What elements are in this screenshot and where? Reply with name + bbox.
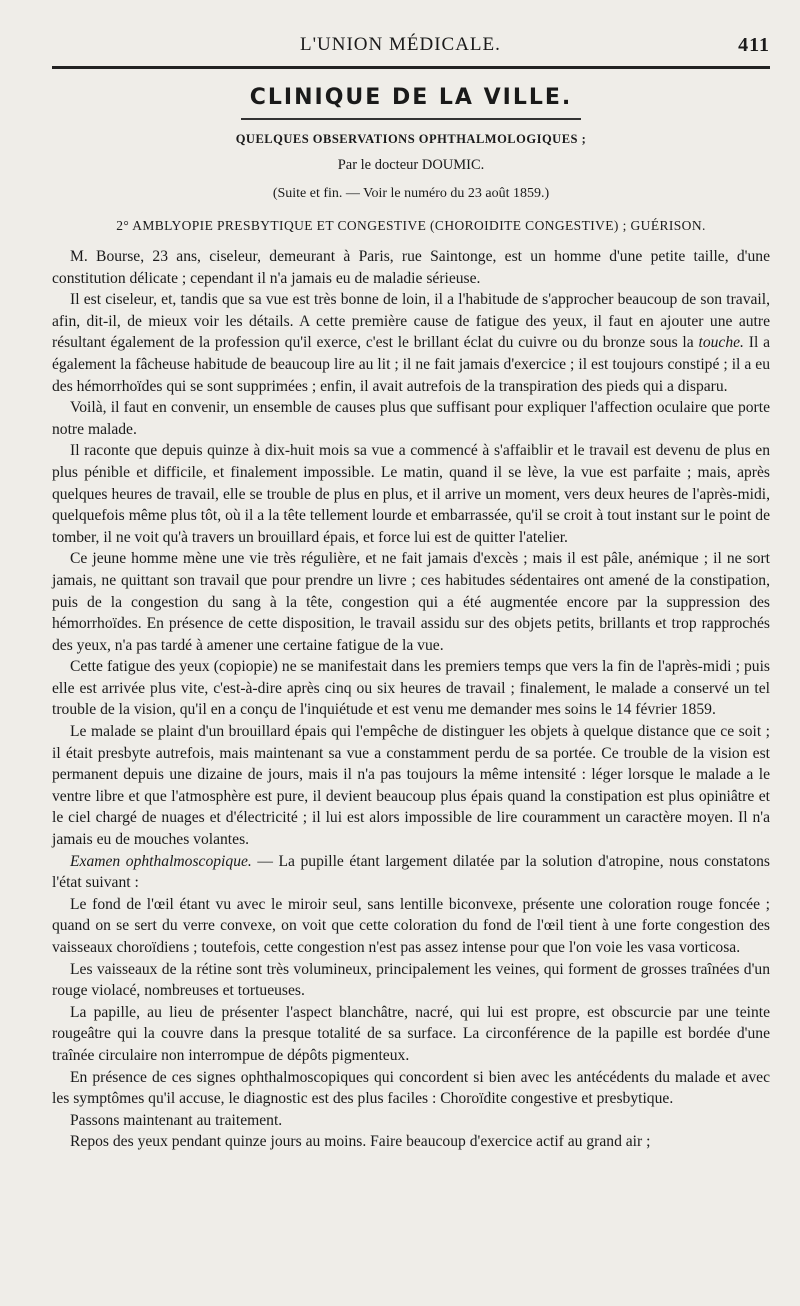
journal-name: L'UNION MÉDICALE. bbox=[300, 34, 501, 55]
paragraph: Les vaisseaux de la rétine sont très volumineux, principalement les veines, qui forment de grosses traînées d'un rouge violacé, nombreuses et tortueuses. bbox=[52, 960, 770, 1000]
continuation-note: (Suite et fin. — Voir le numéro du 23 août 1859.) bbox=[272, 186, 550, 201]
paragraph: Cette fatigue des yeux (copiopie) ne se manifestait dans les premiers temps que vers la fin de l'après-midi ; puis elle est arrivée plus vite, c'est-à-dire après cinq ou six heures de travail ; finalement, le malade a conservé un tel trouble de la vision, qu'il en a conçu de l'inquiétude et est venu me demander mes soins le 14 février 1859. bbox=[52, 658, 770, 719]
paragraph: En présence de ces signes ophthalmoscopiques qui concordent si bien avec les antécédents du malade et avec les symptômes qu'il accuse, le diagnostic est des plus faciles : Choroïdite congestive et presbytique. bbox=[52, 1068, 770, 1108]
article-body bbox=[52, 246, 770, 1153]
title-rule bbox=[241, 118, 581, 120]
case-subheading: 2° AMBLYOPIE PRESBYTIQUE ET CONGESTIVE (CHOROIDITE CONGESTIVE) ; GUÉRISON. bbox=[116, 218, 706, 233]
section-title: CLINIQUE DE LA VILLE. bbox=[249, 85, 573, 110]
paragraph: Voilà, il faut en convenir, un ensemble de causes plus que suffisant pour expliquer l'affection oculaire que porte notre malade. bbox=[52, 399, 770, 438]
italic-term: touche. bbox=[698, 334, 744, 352]
italic-heading: Examen ophthalmoscopique. bbox=[70, 852, 252, 870]
header-rule bbox=[52, 66, 770, 69]
page-number: 411 bbox=[738, 34, 770, 56]
paragraph-text: — La pupille étant largement dilatée par la solution d'atropine, nous constatons l'état suivant : bbox=[52, 852, 770, 892]
running-header bbox=[52, 28, 770, 62]
paragraph bbox=[52, 851, 770, 894]
paragraph: Passons maintenant au traitement. bbox=[70, 1111, 283, 1129]
paragraph: La papille, au lieu de présenter l'aspect blanchâtre, nacré, qui lui est propre, est obscurcie par une teinte rougeâtre qui la couvre dans la presque totalité de sa surface. La circonférence de la papille est bordée d'une traînée circulaire non interrompue de dépôts pigmenteux. bbox=[52, 1003, 770, 1064]
paragraph bbox=[52, 289, 770, 397]
author-line: Par le docteur DOUMIC. bbox=[337, 157, 485, 173]
paragraph: Il raconte que depuis quinze à dix-huit mois sa vue a commencé à s'affaiblir et le travail est devenu de plus en plus pénible et difficile, et finalement impossible. Le matin, quand il se lève, la vue est parfaite ; mais, après quelques heures de travail, elle se trouble de plus en plus, et il arrive un moment, vers deux heures de l'après-midi, quelquefois même plus tôt, où il a la tête tellement lourde et embarrassée, qu'il se croit à tout instant sur le point de tomber, il ne voit qu'à travers un brouillard épais, et force lui est de quitter l'atelier. bbox=[52, 442, 770, 546]
paragraph: Ce jeune homme mène une vie très régulière, et ne fait jamais d'excès ; mais il est pâle, anémique ; il ne sort jamais, ne quittant son travail que pour prendre un livre ; ces habitudes sédentaires ont amené de la constipation, puis de la congestion du sang à la tête, congestion qui a été augmentée encore par la suppression des hémorrhoïdes. En présence de cette disposition, le travail assidu sur des objets petits, brillants et trop rapprochés des yeux, n'a pas tardé à amener une certaine fatigue de la vue. bbox=[52, 550, 770, 654]
paragraph: Le malade se plaint d'un brouillard épais qui l'empêche de distinguer les objets à quelque distance que ce soit ; il était presbyte autrefois, mais maintenant sa vue a constamment perdu de sa portée. Ce trouble de la vision est permanent depuis une dizaine de jours, mais il n'a pas toujours la même intensité : léger lorsque le malade a le ventre libre et que l'atmosphère est pure, il devient beaucoup plus épais quand la constipation est plus opiniâtre et le ciel chargé de nuages et d'électricité ; il lui est alors impossible de lire couramment un caractère moyen. Il n'a jamais eu de mouches volantes. bbox=[52, 723, 770, 849]
paragraph: Le fond de l'œil étant vu avec le miroir seul, sans lentille biconvexe, présente une coloration rouge foncée ; quand on se sert du verre convexe, on voit que cette coloration du fond de l'œil tient à une forte congestion des vaisseaux choroïdiens ; toutefois, cette congestion n'est pas assez intense pour que l'on voie les vasa vorticosa. bbox=[52, 895, 770, 956]
article-title: QUELQUES OBSERVATIONS OPHTHALMOLOGIQUES ; bbox=[235, 132, 587, 146]
paragraph-text: Il a également la fâcheuse habitude de beaucoup lire au lit ; il ne fait jamais d'exercice ; il est toujours constipé ; il a eu des hémorrhoïdes qui se sont supprimées ; enfin, il avait autrefois de la transpiration des pieds qui a disparu. bbox=[52, 334, 770, 395]
paragraph: M. Bourse, 23 ans, ciseleur, demeurant à Paris, rue Saintonge, est un homme d'une petite taille, d'une constitution délicate ; cependant il n'a jamais eu de maladie sérieuse. bbox=[52, 248, 770, 287]
paragraph-text: Il est ciseleur, et, tandis que sa vue est très bonne de loin, il a l'habitude de s'approcher beaucoup de son travail, afin, dit-il, de mieux voir les détails. A cette première cause de fatigue des yeux, il faut en ajouter une autre résultant également de la profession qu'il exerce, c'est le brillant éclat du cuivre ou du bronze sous la bbox=[52, 291, 770, 352]
paragraph: Repos des yeux pendant quinze jours au moins. Faire beaucoup d'exercice actif au grand air ; bbox=[70, 1133, 651, 1151]
